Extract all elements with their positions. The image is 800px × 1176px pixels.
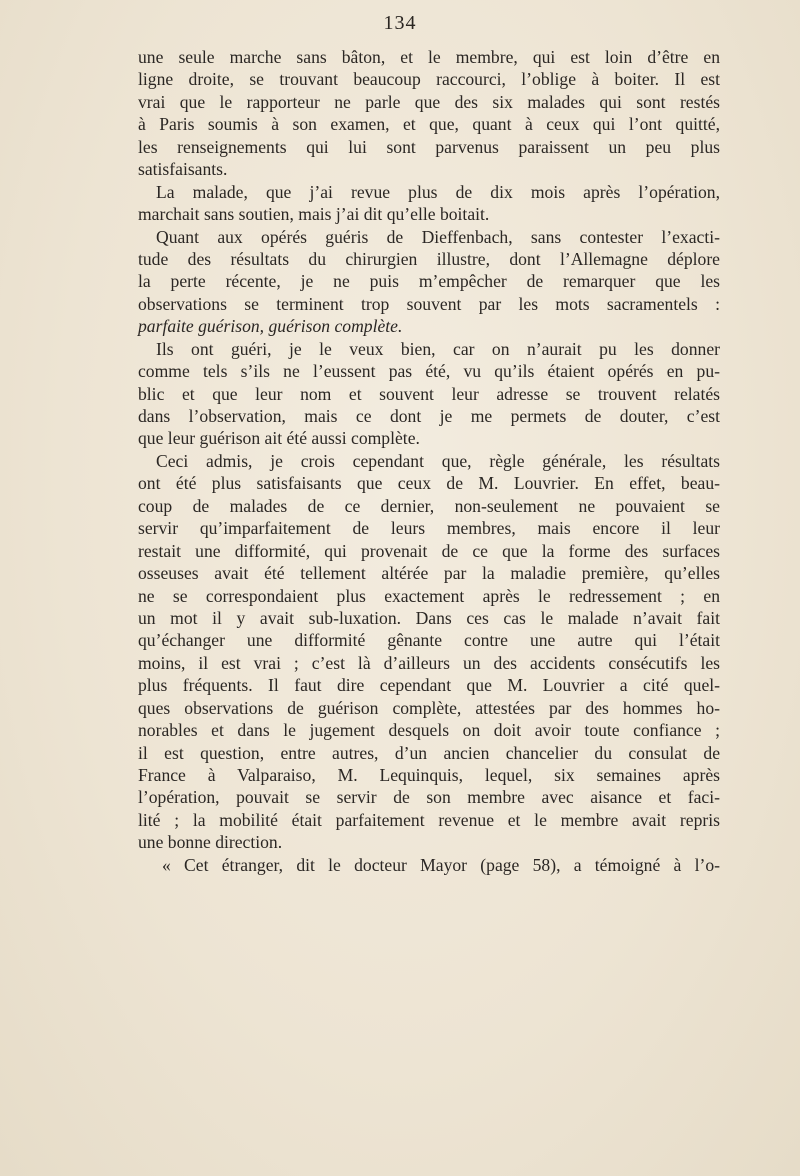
text-line: plus fréquents. Il faut dire cependant que M. Louvrier a cité quel-	[138, 675, 720, 696]
text-line: ne se correspondaient plus exactement après le redressement ; en	[138, 585, 720, 606]
text-line: il est question, entre autres, d’un ancien chancelier du consulat de	[138, 742, 720, 763]
text-line: dans l’observation, mais ce dont je me permets de douter, c’est	[138, 406, 720, 426]
italic-line: parfaite guérison, guérison complète.	[138, 316, 403, 337]
text-line: une bonne direction.	[138, 832, 283, 853]
text-line: lité ; la mobilité était parfaitement revenue et le membre avait repris	[138, 809, 720, 830]
paragraph-start-line: « Cet étranger, dit le docteur Mayor (page 58), a témoigné à l’o-	[162, 854, 720, 875]
text-line: norables et dans le jugement desquels on doit avoir toute confiance ;	[138, 720, 720, 741]
paragraph-start-line: Quant aux opérés guéris de Dieffenbach, sans contester l’exacti-	[156, 226, 720, 247]
text-line: coup de malades de ce dernier, non-seulement ne pouvaient se	[138, 495, 720, 516]
text-line: la perte récente, je ne puis m’empêcher de remarquer que les	[138, 271, 720, 292]
text-line: marchait sans soutien, mais j’ai dit qu’elle boitait.	[138, 204, 490, 225]
paragraph-start-line: La malade, que j’ai revue plus de dix mois après l’opération,	[156, 181, 720, 202]
text-line: restait une difformité, qui provenait de ce que la forme des surfaces	[138, 540, 720, 561]
paragraph-start-line: Ceci admis, je crois cependant que, règle générale, les résultats	[156, 450, 720, 471]
text-line: une seule marche sans bâton, et le membre, qui est loin d’être en	[138, 47, 720, 67]
text-line: blic et que leur nom et souvent leur adresse se trouvent relatés	[138, 383, 720, 404]
text-line: satisfaisants.	[138, 159, 228, 180]
text-line: l’opération, pouvait se servir de son membre avec aisance et faci-	[138, 787, 720, 808]
text-line: que leur guérison ait été aussi complète.	[138, 428, 420, 449]
text-line: servir qu’imparfaitement de leurs membres, mais encore il leur	[138, 518, 720, 539]
text-line: moins, il est vrai ; c’est là d’ailleurs un des accidents consécutifs les	[138, 652, 720, 673]
text-line: comme tels s’ils ne l’eussent pas été, vu qu’ils étaient opérés en pu-	[138, 361, 720, 382]
text-line: les renseignements qui lui sont parvenus paraissent un peu plus	[138, 136, 720, 157]
page-body	[138, 46, 720, 876]
page-number: 134	[383, 12, 417, 34]
text-line: France à Valparaiso, M. Lequinquis, lequel, six semaines après	[138, 765, 720, 785]
text-line: ques observations de guérison complète, attestées par des hommes ho-	[138, 697, 720, 718]
text-line: observations se terminent trop souvent par les mots sacramentels :	[138, 293, 720, 314]
text-line: à Paris soumis à son examen, et que, quant à ceux qui l’ont quitté,	[138, 114, 720, 135]
paragraph-start-line: Ils ont guéri, je le veux bien, car on n’aurait pu les donner	[156, 338, 720, 359]
text-line: ligne droite, se trouvant beaucoup raccourci, l’oblige à boiter. Il est	[138, 69, 720, 90]
text-line: ont été plus satisfaisants que ceux de M. Louvrier. En effet, beau-	[138, 473, 720, 494]
text-line: vrai que le rapporteur ne parle que des six malades qui sont restés	[138, 91, 720, 112]
text-line: qu’échanger une difformité gênante contre une autre qui l’était	[138, 630, 720, 651]
text-line: tude des résultats du chirurgien illustre, dont l’Allemagne déplore	[138, 248, 720, 269]
text-line: osseuses avait été tellement altérée par la maladie première, qu’elles	[138, 563, 720, 584]
text-line: un mot il y avait sub-luxation. Dans ces cas le malade n’avait fait	[138, 607, 720, 628]
